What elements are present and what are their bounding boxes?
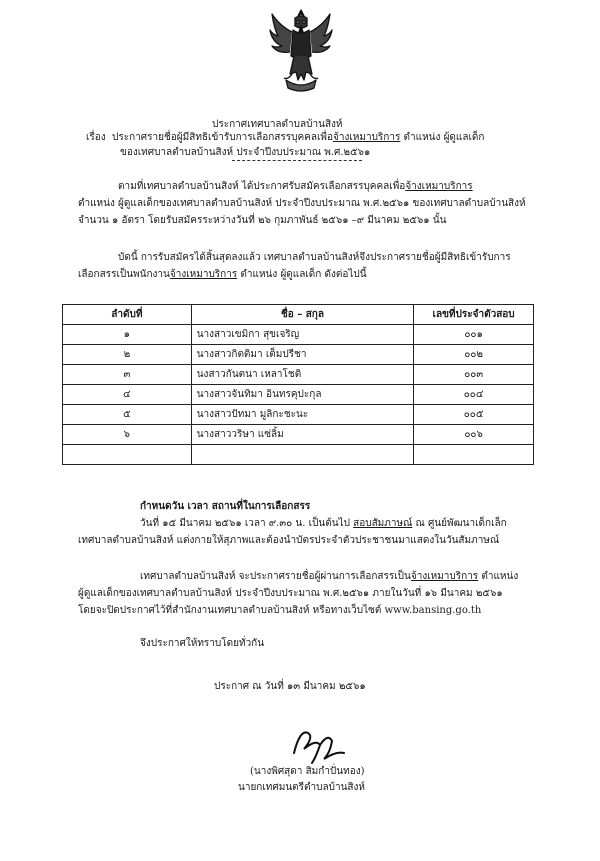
subject-line [86,131,484,144]
row-number: ๑ [63,325,192,345]
para1-line2: ตำแหน่ง ผู้ดูแลเด็กของเทศบาลตำบลบ้านสิงห์ ประจำปีงบประมาณ พ.ศ.๒๕๖๑ ของเทศบาลตำบลบ้านสิงห์ [78,198,526,209]
row-name: นางสาวจันทิมา อินทรคุปะกุล [191,385,413,405]
row-name: นางสาวกิตติมา เต็มปรีชา [191,345,413,365]
row-number: ๔ [63,385,192,405]
row-exam-id: ๐๐๓ [414,365,534,385]
signatory-name: (นางพิศสุดา สิมกำปั่นทอง) [250,766,365,777]
table-row [63,385,534,405]
schedule-heading: กำหนดวัน เวลา สถานที่ในการเลือกสรร [140,501,311,512]
row-name [191,445,413,465]
row-exam-id [414,445,534,465]
row-exam-id: ๐๐๔ [414,385,534,405]
para1-text: ตามที่เทศบาลตำบลบ้านสิงห์ ได้ประกาศรับสมัครเลือกสรรบุคคลเพื่อ [118,181,406,192]
para3-position: ตำแหน่ง [478,571,519,582]
row-exam-id: ๐๐๑ [414,325,534,345]
row-number: ๖ [63,425,192,445]
table-row [63,425,534,445]
schedule-line2: เทศบาลตำบลบ้านสิงห์ แต่งกายให้สุภาพและต้องนำบัตรประจำตัวประชาชนมาแสดงในวันสัมภาษณ์ [78,535,500,546]
para2-line2 [78,268,367,281]
handwritten-signature [286,723,356,768]
subject-label: เรื่อง [86,132,106,143]
subject-line-2: ของเทศบาลตำบลบ้านสิงห์ ประจำปีงบประมาณ พ.ศ.๒๕๖๑ [120,147,371,158]
table-row [63,365,534,385]
signatory-title: นายกเทศมนตรีตำบลบ้านสิงห์ [238,782,365,793]
row-number: ๓ [63,365,192,385]
row-name: นางสาวเขมิกา สุขเจริญ [191,325,413,345]
para2-position: ตำแหน่ง ผู้ดูแลเด็ก ดังต่อไปนี้ [237,269,367,280]
table-header-row [63,305,534,325]
closing-line: จึงประกาศให้ทราบโดยทั่วกัน [140,638,265,649]
schedule-datetime: วันที่ ๑๕ มีนาคม ๒๕๖๑ เวลา ๙.๓๐ น. เป็นต้นไป [140,518,354,529]
para1-line1 [118,180,473,193]
subject-position: ตำแหน่ง ผู้ดูแลเด็ก [400,132,485,143]
separator-line [232,160,362,161]
row-exam-id: ๐๐๖ [414,425,534,445]
table-row [63,325,534,345]
candidate-table [62,304,534,465]
row-exam-id: ๐๐๒ [414,345,534,365]
para3-underlined: จ้างเหมาบริการ [410,571,479,582]
table-row-empty [63,445,534,465]
row-number: ๕ [63,405,192,425]
para3-line3: โดยจะปิดประกาศไว้ที่สำนักงานเทศบาลตำบลบ้านสิงห์ หรือทางเว็บไซต์ www.bansing.go.th [78,605,482,616]
header-number: ลำดับที่ [63,305,192,325]
subject-underlined: จ้างเหมาบริการ [333,132,401,143]
table-row [63,405,534,425]
schedule-line1 [140,517,507,530]
schedule-venue: ณ ศูนย์พัฒนาเด็กเล็ก [412,518,507,529]
org-line: ประกาศเทศบาลตำบลบ้านสิงห์ [212,119,343,130]
para2-underlined: จ้างเหมาบริการ [169,269,238,280]
announce-date: ประกาศ ณ วันที่ ๑๓ มีนาคม ๒๕๖๑ [214,681,366,692]
para3-text: เทศบาลตำบลบ้านสิงห์ จะประกาศรายชื่อผู้ผ่านการเลือกสรรเป็น [140,571,411,582]
garuda-emblem [268,8,334,94]
para3-line2: ผู้ดูแลเด็กของเทศบาลตำบลบ้านสิงห์ ประจำปีงบประมาณ พ.ศ.๒๕๖๑ ภายในวันที่ ๑๖ มีนาคม ๒๕๖๑ [78,588,503,599]
row-name: นงสาวกันตนา เหลาโชติ [191,365,413,385]
header-name: ชื่อ – สกุล [191,305,413,325]
schedule-interview: สอบสัมภาษณ์ [353,518,413,529]
row-name: นางสาววริษา แซ่ลิ้ม [191,425,413,445]
para2-line1: บัดนี้ การรับสมัครได้สิ้นสุดลงแล้ว เทศบาลตำบลบ้านสิงห์จึงประกาศรายชื่อผู้มีสิทธิเข้ารับการ [118,252,511,263]
table-row [63,345,534,365]
para1-line3: จำนวน ๑ อัตรา โดยรับสมัครระหว่างวันที่ ๒๖ กุมภาพันธ์ ๒๕๖๑ –๙ มีนาคม ๒๕๖๑ นั้น [78,215,447,226]
row-number: ๒ [63,345,192,365]
subject-text: ประกาศรายชื่อผู้มีสิทธิเข้ารับการเลือกสรรบุคคลเพื่อ [112,132,333,143]
row-exam-id: ๐๐๕ [414,405,534,425]
row-number [63,445,192,465]
para2-text: เลือกสรรเป็นพนักงาน [78,269,170,280]
para1-underlined: จ้างเหมาบริการ [405,181,473,192]
row-name: นางสาวปัทมา มูลิกะชะนะ [191,405,413,425]
header-exam-id: เลขที่ประจำตัวสอบ [414,305,534,325]
para3-line1 [140,570,518,583]
